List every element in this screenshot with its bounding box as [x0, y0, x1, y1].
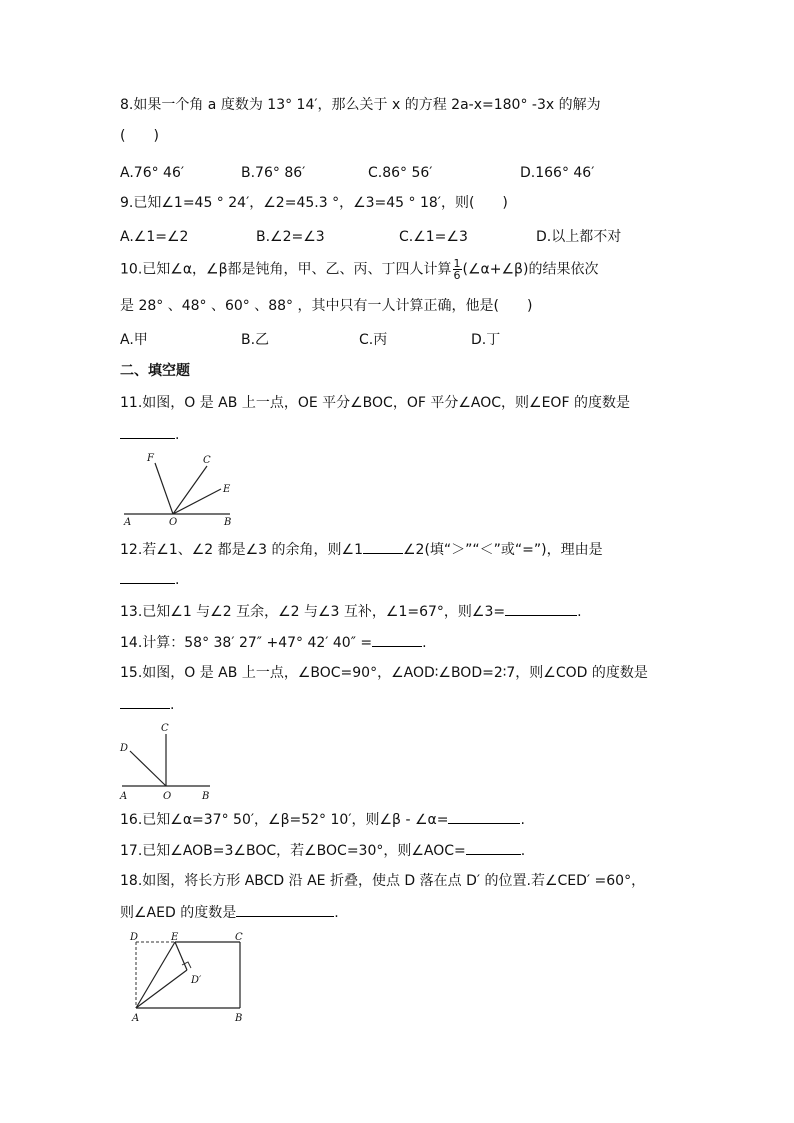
q11-blank[interactable]	[120, 424, 175, 439]
q10-stem-after: (∠α+∠β)的结果依次	[462, 261, 599, 278]
q12-stem-before: 12.若∠1、∠2 都是∠3 的余角，则∠1	[120, 542, 363, 558]
q10-stem	[120, 258, 598, 281]
q9-stem: 9.已知∠1=45 ° 24′，∠2=45.3 °，∠3=45 ° 18′，则( )	[120, 195, 508, 211]
q10-option-d: D.丁	[471, 332, 501, 348]
q11-label-b: B	[224, 517, 232, 528]
q16-text: 16.已知∠α=37° 50′，∠β=52° 10′，则∠β - ∠α=	[120, 812, 449, 828]
q10-stem-before: 10.已知∠α，∠β都是钝角，甲、乙、丙、丁四人计算	[120, 261, 452, 278]
q18-label-d: D	[130, 932, 139, 943]
q14-stem	[120, 632, 427, 653]
q16-period: .	[520, 812, 525, 828]
q11-period: .	[175, 427, 180, 443]
q14-period: .	[422, 635, 427, 651]
q12-blank-2[interactable]	[120, 569, 175, 584]
q10-stem-line2: 是 28° 、48° 、60° 、88° ，其中只有一人计算正确，他是( )	[120, 298, 533, 314]
q18-label-b: B	[235, 1013, 243, 1024]
q8-answer-paren: ( )	[120, 128, 159, 144]
q9-option-a: A.∠1=∠2	[120, 229, 189, 245]
q15-label-o: O	[163, 791, 172, 802]
q16-stem	[120, 809, 525, 830]
q9-option-d: D.以上都不对	[536, 229, 622, 245]
q8-option-b: B.76° 86′	[241, 165, 306, 181]
q18-stem-line2	[120, 902, 339, 923]
q10-fraction-numerator: 1	[453, 257, 461, 270]
q15-diagram	[118, 719, 218, 804]
q10-option-c: C.丙	[359, 332, 388, 348]
q14-blank[interactable]	[372, 632, 422, 647]
q17-period: .	[520, 843, 526, 859]
q15-label-c: C	[161, 723, 169, 734]
q12-blank-1[interactable]	[363, 539, 403, 554]
q11-diagram	[118, 449, 238, 529]
q10-fraction-denominator: 6	[453, 269, 461, 282]
q17-blank[interactable]	[466, 840, 521, 855]
q9-option-c: C.∠1=∠3	[399, 229, 468, 245]
q11-label-o: O	[169, 517, 178, 528]
q15-label-d: D	[120, 743, 129, 754]
q14-text: 14.计算：58° 38′ 27″ +47° 42′ 40″ =	[120, 635, 373, 651]
q8-option-c: C.86° 56′	[368, 165, 433, 181]
q18-label-e: E	[171, 932, 179, 943]
q12-period: .	[175, 572, 180, 588]
q15-stem: 15.如图，O 是 AB 上一点，∠BOC=90°，∠AOD∶∠BOD=2∶7，则∠COD 的度数是	[120, 665, 648, 681]
section-heading-fill-in: 二、填空题	[120, 363, 190, 379]
q10-option-b: B.乙	[241, 332, 270, 348]
q18-period: .	[334, 905, 339, 921]
q15-period: .	[170, 697, 175, 713]
q15-label-b: B	[202, 791, 210, 802]
q11-label-c: C	[203, 455, 211, 466]
q13-stem	[120, 601, 582, 622]
q18-label-a: A	[132, 1013, 140, 1024]
q8-option-d: D.166° 46′	[520, 165, 595, 181]
q15-blank[interactable]	[120, 694, 170, 709]
q9-option-b: B.∠2=∠3	[256, 229, 325, 245]
q11-answer-line	[120, 424, 179, 445]
q13-text: 13.已知∠1 与∠2 互余，∠2 与∠3 互补，∠1=67°，则∠3=	[120, 604, 506, 620]
q15-label-a: A	[120, 791, 128, 802]
q11-stem: 11.如图，O 是 AB 上一点，OE 平分∠BOC，OF 平分∠AOC，则∠EOF 的度数是	[120, 395, 630, 411]
q8-stem: 8.如果一个角 a 度数为 13° 14′，那么关于 x 的方程 2a-x=180° -3x 的解为	[120, 97, 601, 113]
q11-label-e: E	[223, 484, 231, 495]
q17-stem	[120, 840, 525, 861]
q8-option-a: A.76° 46′	[120, 165, 185, 181]
q18-blank[interactable]	[236, 902, 334, 917]
q10-fraction	[453, 258, 462, 281]
q18-label-c: C	[235, 932, 243, 943]
q11-label-a: A	[124, 517, 132, 528]
q11-label-f: F	[147, 453, 154, 464]
q12-answer-line	[120, 569, 179, 590]
q18-stem: 18.如图，将长方形 ABCD 沿 AE 折叠，使点 D 落在点 D′ 的位置.若∠CED′ =60°，	[120, 873, 646, 889]
q18-diagram	[127, 932, 262, 1027]
q15-answer-line	[120, 694, 174, 715]
q16-blank[interactable]	[448, 809, 520, 824]
q18-label-d-prime: D′	[191, 975, 202, 986]
q13-period: .	[577, 604, 582, 620]
q10-option-a: A.甲	[120, 332, 148, 348]
q17-text: 17.已知∠AOB=3∠BOC，若∠BOC=30°，则∠AOC=	[120, 843, 466, 859]
q13-blank[interactable]	[505, 601, 577, 616]
q18-line2-text: 则∠AED 的度数是	[120, 905, 237, 921]
q12-stem-after: ∠2(填“＞”“＜”或“=”)，理由是	[403, 542, 603, 558]
q12-stem	[120, 539, 603, 560]
